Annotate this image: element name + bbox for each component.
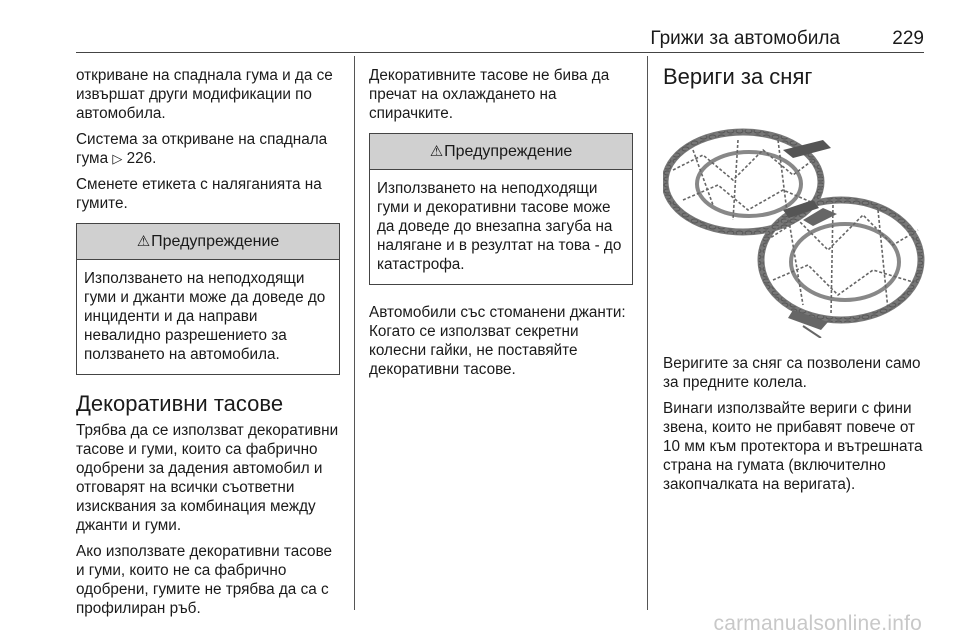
warning-box bbox=[76, 223, 340, 375]
paragraph: Винаги използвайте вериги с фини звена, които не прибавят повече от 10 мм към протектора и вътрешната страна на гумата (включително закопчалката на веригата). bbox=[663, 400, 923, 493]
warning-title: Предупреждение bbox=[151, 233, 280, 250]
warning-triangle-icon: ⚠ bbox=[136, 233, 151, 250]
snow-chains-illustration bbox=[663, 110, 926, 338]
chain-top-left bbox=[665, 132, 837, 232]
paragraph: Ако използвате декоративни тасове и гуми, които не са фабрично одобрени, гумите не трябва да са с профилиран ръб. bbox=[76, 543, 333, 617]
warning-body: Използването на неподходящи гуми и джанти може да доведе до инциденти и да направи невалидно разрешението за ползването на автомобила. bbox=[84, 270, 326, 363]
page-number: 229 bbox=[892, 28, 924, 49]
paragraph: Система за откриване на спаднала гума ▷ 226. bbox=[76, 131, 328, 167]
column-3 bbox=[663, 62, 926, 501]
paragraph: Сменете етикета с наляганията на гумите. bbox=[76, 176, 322, 212]
warning-title: Предупреждение bbox=[444, 143, 573, 160]
paragraph: Декоративните тасове не бива да пречат на охлаждането на спирачките. bbox=[369, 67, 610, 122]
paragraph: откриване на спаднала гума и да се извършат други модификации по автомобила. bbox=[76, 67, 333, 122]
header-title: Грижи за автомобила bbox=[650, 28, 840, 49]
warning-box bbox=[369, 133, 633, 285]
paragraph: Веригите за сняг са позволени само за предните колела. bbox=[663, 355, 921, 391]
section-heading: Декоративни тасове bbox=[76, 391, 284, 416]
warning-header bbox=[370, 134, 632, 170]
warning-triangle-icon: ⚠ bbox=[429, 143, 444, 160]
warning-header bbox=[77, 224, 339, 260]
paragraph: Автомобили със стоманени джанти: Когато се използват секретни колесни гайки, не поставяйте декоративни тасове. bbox=[369, 304, 626, 378]
column-divider bbox=[647, 56, 648, 610]
column-2 bbox=[369, 66, 633, 386]
watermark: carmanualsonline.info bbox=[713, 612, 922, 635]
column-divider bbox=[354, 56, 355, 610]
page-ref: 226. bbox=[126, 150, 157, 167]
page-header bbox=[76, 26, 924, 53]
column-1 bbox=[76, 66, 340, 625]
arrow-ref-icon: ▷ bbox=[112, 151, 123, 166]
paragraph: Трябва да се използват декоративни тасове и гуми, които са фабрично одобрени за дадения автомобил и отговарят на всички съответни изисквания за комбинация между джанти и гуми. bbox=[76, 422, 339, 534]
warning-body: Използването на неподходящи гуми и декоративни тасове може да доведе до внезапна загуба на налягане и в резултат на това - до катастрофа. bbox=[377, 180, 622, 273]
chain-bottom-right bbox=[761, 200, 921, 338]
section-heading: Вериги за сняг bbox=[663, 64, 813, 89]
